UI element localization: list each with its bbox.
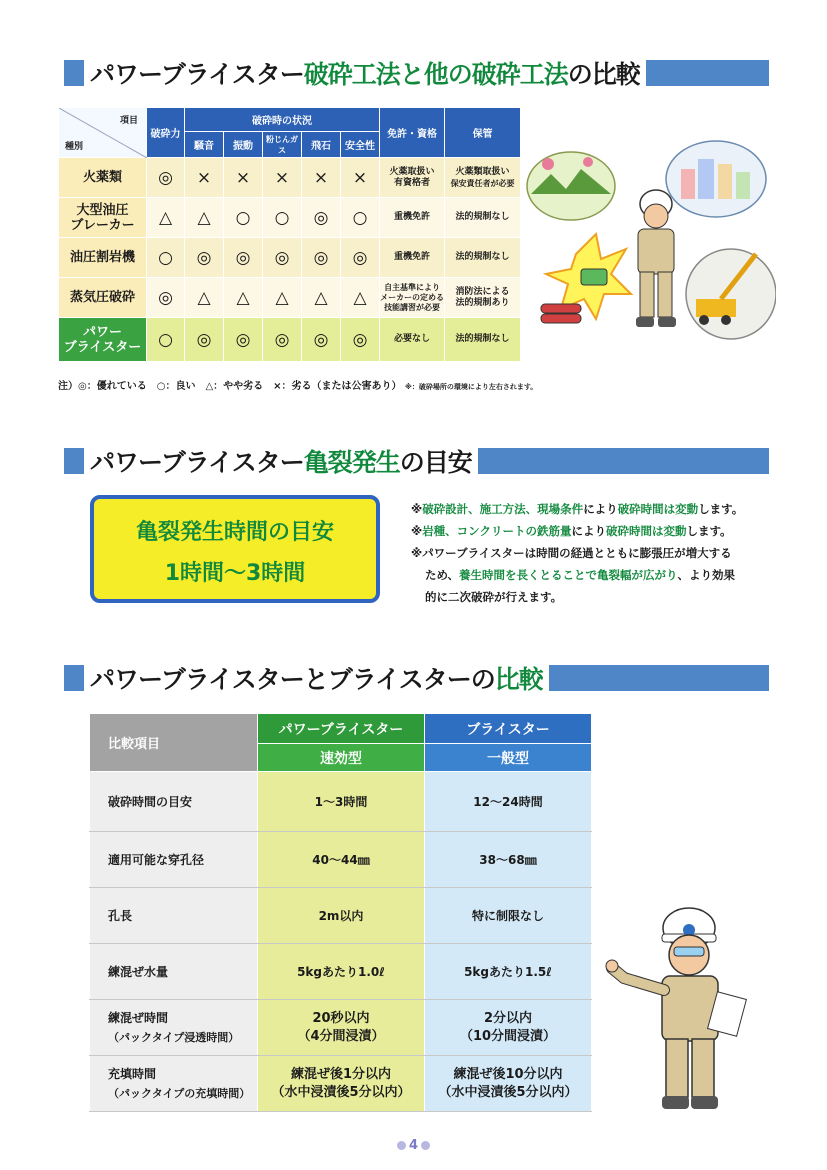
table-row [90,1000,592,1056]
table-legend: 注）◎：優れている ○：良い △：やや劣る ×：劣る（または公害あり） ※：破砕場所の環境により左右されます。 [58,381,538,392]
rating-mark: ○ [341,198,380,238]
rating-mark: ○ [147,318,185,362]
rating-mark: ○ [263,198,302,238]
header-blister: ブライスター [425,714,592,744]
table-row [90,944,592,1000]
rating-mark: ◎ [147,278,185,318]
table-row [90,832,592,888]
rating-mark: ◎ [185,238,224,278]
power-blister-value: 40〜44㎜ [258,832,425,888]
header-force: 破砕力 [147,108,185,158]
storage-cell: 法的規制なし [445,198,521,238]
rating-mark: △ [185,198,224,238]
storage-cell: 消防法による 法的規制あり [445,278,521,318]
header-safety: 安全性 [341,132,380,158]
power-blister-value: 練混ぜ後1分以内 （水中浸漬後5分以内） [258,1056,425,1112]
power-blister-value: 2m以内 [258,888,425,944]
row-label: 練混ぜ水量 [90,944,258,1000]
rating-mark: × [341,158,380,198]
rating-mark: ◎ [185,318,224,362]
license-cell: 必要なし [380,318,445,362]
header-noise: 騒音 [185,132,224,158]
heading-marker [64,665,84,691]
crack-notes [411,498,801,608]
row-label: 練混ぜ時間 （パックタイプ浸透時間） [90,1000,258,1056]
table-row [59,278,521,318]
row-label: 適用可能な穿孔径 [90,832,258,888]
header-license: 免許・資格 [380,108,445,158]
table-row [59,318,521,362]
rating-mark: ◎ [263,318,302,362]
worker-explosion-illustration [526,134,776,344]
storage-cell: 火薬類取扱い 保安責任者が必要 [445,158,521,198]
table-row [90,1056,592,1112]
row-label: 孔長 [90,888,258,944]
storage-cell: 法的規制なし [445,238,521,278]
blister-value: 38〜68㎜ [425,832,592,888]
header-general-type: 一般型 [425,744,592,772]
power-blister-value: 1〜3時間 [258,772,425,832]
rating-mark: △ [263,278,302,318]
rating-mark: △ [224,278,263,318]
license-cell: 火薬取扱い 有資格者 [380,158,445,198]
rating-mark: ◎ [302,318,341,362]
rating-mark: × [302,158,341,198]
table-row [90,772,592,832]
header-dust-gas: 粉じんガス [263,132,302,158]
blister-value: 5kgあたり1.5ℓ [425,944,592,1000]
section-title: パワーブライスター亀裂発生の目安 [90,448,472,477]
row-label: 蒸気圧破砕 [59,278,147,318]
rating-mark: ◎ [224,318,263,362]
blister-value: 2分以内 （10分間浸漬） [425,1000,592,1056]
row-label: 破砕時間の目安 [90,772,258,832]
section-title: パワーブライスター破砕工法と他の破砕工法の比較 [90,60,640,89]
rating-mark: △ [341,278,380,318]
rating-mark: × [263,158,302,198]
note-item: ※パワーブライスターは時間の経過とともに膨張圧が増大する [411,546,732,560]
header-situation: 破砕時の状況 [185,108,380,132]
license-cell: 重機免許 [380,238,445,278]
header-comparison-item: 比較項目 [90,714,258,772]
rating-mark: △ [185,278,224,318]
header-storage: 保管 [445,108,521,158]
header-rapid-type: 速効型 [258,744,425,772]
rating-mark: △ [302,278,341,318]
power-blister-value: 20秒以内 （4分間浸漬） [258,1000,425,1056]
section-title: パワーブライスターとブライスターの比較 [90,665,543,694]
blister-value: 練混ぜ後10分以内 （水中浸漬後5分以内） [425,1056,592,1112]
crack-time-box [90,495,380,603]
section-heading-comparison [64,55,769,91]
rating-mark: ○ [224,198,263,238]
table-row [59,158,521,198]
license-cell: 自主基準により メーカーの定める 技能講習が必要 [380,278,445,318]
section-heading-crack [64,443,769,479]
rating-mark: × [224,158,263,198]
rating-mark: △ [147,198,185,238]
table-row [90,888,592,944]
license-cell: 重機免許 [380,198,445,238]
heading-bar [478,448,769,474]
blister-value: 特に制限なし [425,888,592,944]
row-label: 油圧割岩機 [59,238,147,278]
rating-mark: ◎ [302,238,341,278]
rating-mark: ◎ [147,158,185,198]
table-row [59,198,521,238]
heading-bar [549,665,769,691]
row-label: 充填時間 （パックタイプの充填時間） [90,1056,258,1112]
crack-box-title: 亀裂発生時間の目安 [135,520,334,545]
heading-bar [646,60,769,86]
rating-mark: ◎ [302,198,341,238]
note-item: ため、養生時間を長くとることで亀裂幅が広がり、より効果 [425,568,736,582]
table-row [59,238,521,278]
rating-mark: ◎ [224,238,263,278]
rating-mark: × [185,158,224,198]
worker-pointing-illustration [604,900,764,1115]
rating-mark: ○ [147,238,185,278]
rating-mark: ◎ [341,238,380,278]
header-power-blister: パワーブライスター [258,714,425,744]
row-label: パワー ブライスター [59,318,147,362]
crack-box-time: 1時間〜3時間 [164,561,306,586]
corner-header: 項目 種別 [59,108,147,158]
page-number: 4 [0,1138,827,1153]
heading-marker [64,60,84,86]
blister-value: 12〜24時間 [425,772,592,832]
rating-mark: ◎ [263,238,302,278]
product-comparison-table [89,713,592,1112]
method-comparison-table [58,107,521,362]
header-flying-rock: 飛石 [302,132,341,158]
rating-mark: ◎ [341,318,380,362]
note-item: 的に二次破砕が行えます。 [425,590,563,604]
heading-marker [64,448,84,474]
row-label: 火薬類 [59,158,147,198]
section-heading-product-comparison [64,660,769,696]
storage-cell: 法的規制なし [445,318,521,362]
note-item: ※破砕設計、施工方法、現場条件により破砕時間は変動します。 [411,502,744,516]
row-label: 大型油圧 ブレーカー [59,198,147,238]
power-blister-value: 5kgあたり1.0ℓ [258,944,425,1000]
note-item: ※岩種、コンクリートの鉄筋量により破砕時間は変動します。 [411,524,732,538]
header-vibration: 振動 [224,132,263,158]
